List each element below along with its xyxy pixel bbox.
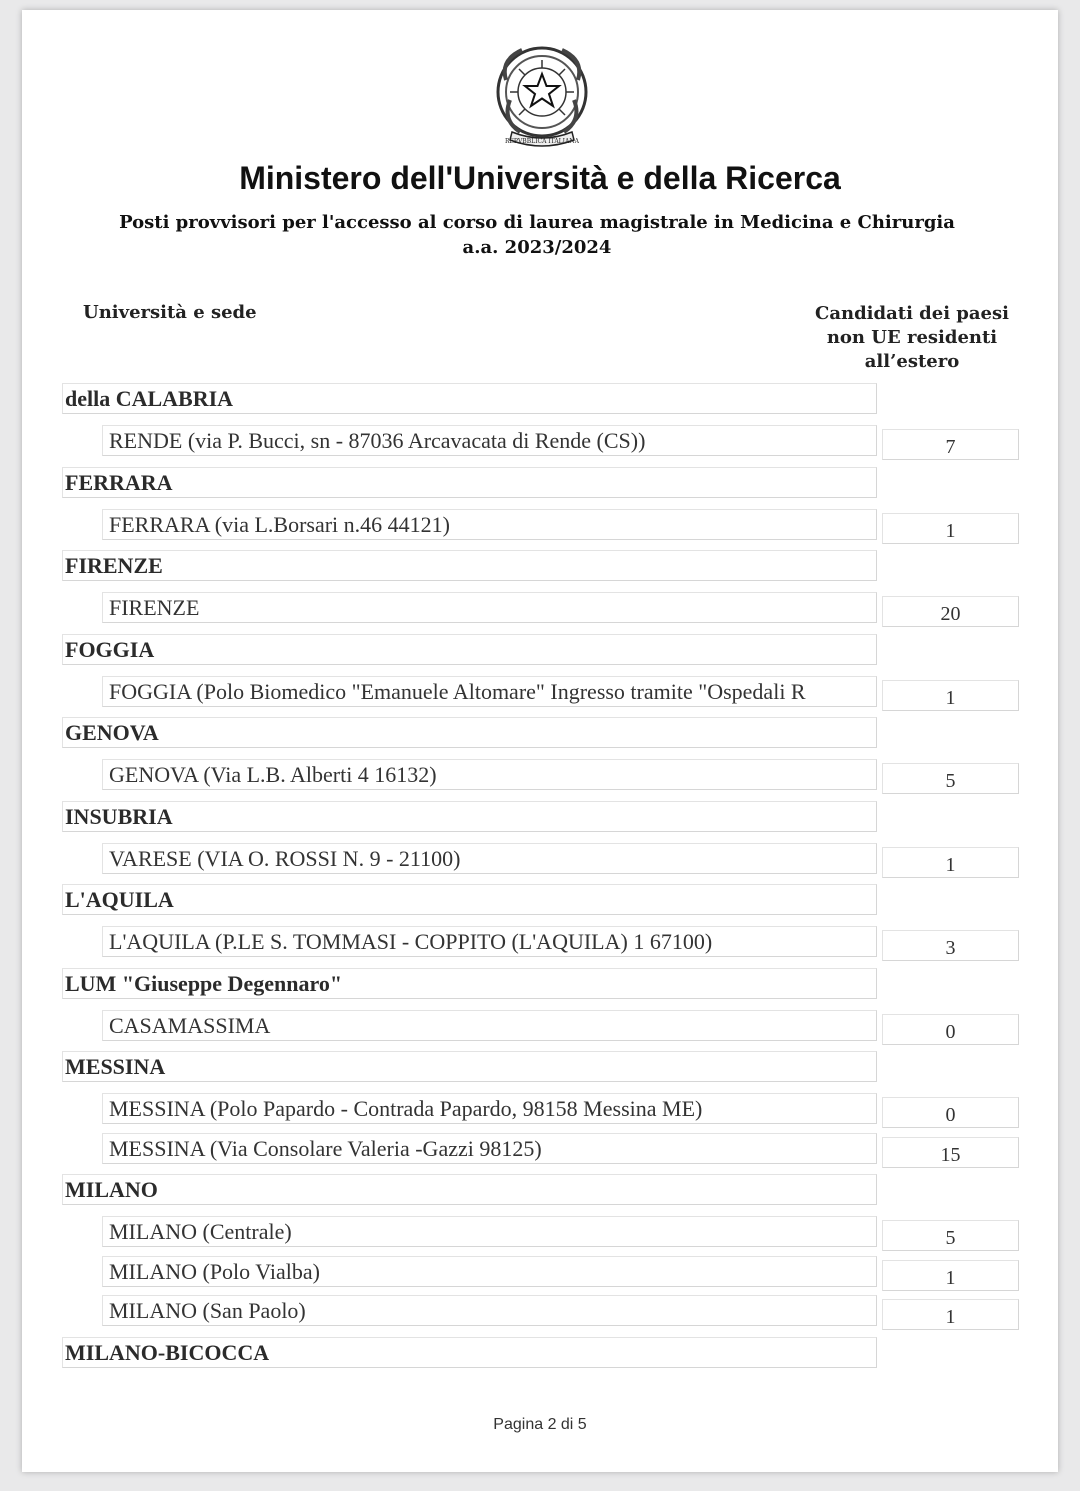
posti-value: 5 bbox=[882, 763, 1019, 794]
subtitle-line-2: a.a. 2023/2024 bbox=[462, 237, 612, 258]
sede-name: VARESE (VIA O. ROSSI N. 9 - 21100) bbox=[102, 843, 877, 874]
posti-value: 15 bbox=[882, 1137, 1019, 1168]
document-subtitle bbox=[22, 210, 1052, 260]
sede-name: MILANO (San Paolo) bbox=[102, 1295, 877, 1326]
posti-value: 7 bbox=[882, 429, 1019, 460]
sede-name: L'AQUILA (P.LE S. TOMMASI - COPPITO (L'AQUILA) 1 67100) bbox=[102, 926, 877, 957]
column-header-candidati bbox=[792, 302, 1032, 374]
university-name: MILANO-BICOCCA bbox=[62, 1337, 877, 1368]
sede-name: RENDE (via P. Bucci, sn - 87036 Arcavacata di Rende (CS)) bbox=[102, 425, 877, 456]
posti-value: 0 bbox=[882, 1014, 1019, 1045]
sede-name: CASAMASSIMA bbox=[102, 1010, 877, 1041]
column-header-line-2: non UE residenti bbox=[826, 327, 998, 348]
posti-value: 1 bbox=[882, 513, 1019, 544]
university-name: della CALABRIA bbox=[62, 383, 877, 414]
subtitle-line-1: Posti provvisori per l'accesso al corso di laurea magistrale in Medicina e Chirurgia bbox=[119, 212, 955, 233]
university-name: GENOVA bbox=[62, 717, 877, 748]
posti-value: 1 bbox=[882, 1260, 1019, 1291]
posti-value: 20 bbox=[882, 596, 1019, 627]
document-page bbox=[22, 10, 1058, 1472]
sede-name: FERRARA (via L.Borsari n.46 44121) bbox=[102, 509, 877, 540]
column-header-universita: Università e sede bbox=[83, 302, 257, 323]
ministry-title: Ministero dell'Università e della Ricerca bbox=[239, 160, 841, 196]
sede-name: MESSINA (Via Consolare Valeria -Gazzi 98125) bbox=[102, 1133, 877, 1164]
university-name: FERRARA bbox=[62, 467, 877, 498]
university-name: LUM "Giuseppe Degennaro" bbox=[62, 968, 877, 999]
sede-name: FOGGIA (Polo Biomedico "Emanuele Altomare" Ingresso tramite "Ospedali R bbox=[102, 676, 877, 707]
sede-name: MESSINA (Polo Papardo - Contrada Papardo, 98158 Messina ME) bbox=[102, 1093, 877, 1124]
posti-value: 1 bbox=[882, 1299, 1019, 1330]
sede-name: GENOVA (Via L.B. Alberti 4 16132) bbox=[102, 759, 877, 790]
university-name: FOGGIA bbox=[62, 634, 877, 665]
column-header-line-1: Candidati dei paesi bbox=[815, 303, 1009, 324]
posti-value: 0 bbox=[882, 1097, 1019, 1128]
emblem-ribbon-text: REPVBBLICA ITALIANA bbox=[505, 138, 579, 145]
university-name: FIRENZE bbox=[62, 550, 877, 581]
university-name: INSUBRIA bbox=[62, 801, 877, 832]
page-footer: Pagina 2 di 5 bbox=[493, 1416, 587, 1433]
italian-republic-emblem bbox=[492, 40, 592, 150]
posti-value: 1 bbox=[882, 847, 1019, 878]
sede-name: FIRENZE bbox=[102, 592, 877, 623]
university-name: MILANO bbox=[62, 1174, 877, 1205]
column-header-line-3: all’estero bbox=[864, 351, 960, 372]
posti-value: 1 bbox=[882, 680, 1019, 711]
posti-value: 5 bbox=[882, 1220, 1019, 1251]
sede-name: MILANO (Polo Vialba) bbox=[102, 1256, 877, 1287]
sede-name: MILANO (Centrale) bbox=[102, 1216, 877, 1247]
posti-value: 3 bbox=[882, 930, 1019, 961]
university-name: MESSINA bbox=[62, 1051, 877, 1082]
university-name: L'AQUILA bbox=[62, 884, 877, 915]
